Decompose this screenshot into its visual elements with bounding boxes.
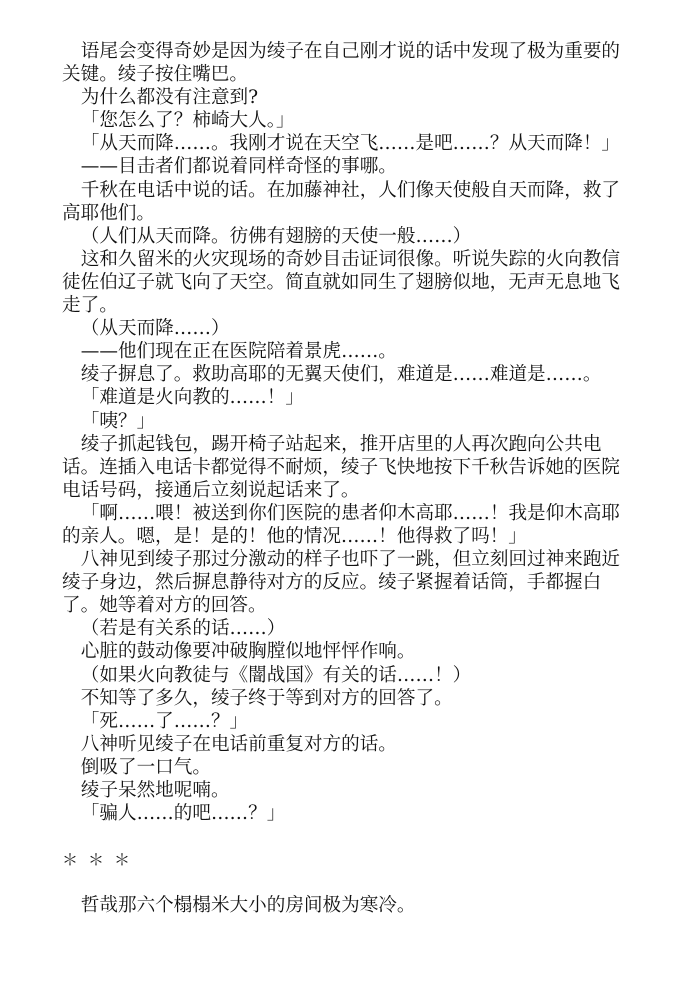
document-page (62, 40, 626, 917)
paragraph: 「骗人……的吧……？」 (80, 803, 286, 825)
paragraph: 心脏的鼓动像要冲破胸膛似地怦怦作响。 (80, 641, 416, 663)
paragraph: 绫子呆然地呢喃。 (80, 780, 230, 801)
paragraph: 绫子抓起钱包，踢开椅子站起来，推开店里的人再次跑向公共电话。连插入电话卡都觉得不耐烦，绫子飞快地按下千秋告诉她的医院电话号码，接通后立刻说起话来了。 (62, 433, 620, 501)
paragraph: 千秋在电话中说的话。在加藤神社，人们像天使般自天而降，救了高耶他们。 (62, 179, 621, 224)
paragraph: 「您怎么了？柿崎大人。」 (80, 110, 295, 132)
paragraph: 为什么都没有注意到? (80, 87, 259, 109)
paragraph: 「啊……喂！被送到你们医院的患者仰木高耶……！我是仰木高耶的亲人。嗯，是！是的！他的情况……！他得救了吗！」 (62, 502, 621, 547)
paragraph: ——他们现在正在医院陪着景虎……。 (80, 341, 397, 363)
section-break: ＊＊＊ (62, 850, 141, 870)
paragraph: 「死……了……？」 (80, 710, 249, 732)
paragraph: 倒吸了一口气。 (80, 756, 211, 778)
paragraph: （人们从天而降。彷佛有翅膀的天使一般……） (80, 225, 472, 247)
paragraph: 语尾会变得奇妙是因为绫子在自己刚才说的话中发现了极为重要的关键。绫子按住嘴巴。 (62, 41, 621, 86)
paragraph: 八神见到绫子那过分激动的样子也吓了一跳，但立刻回过神来跑近绫子身边，然后摒息静待对方的反应。绫子紧握着话筒，手都握白了。她等着对方的回答。 (62, 549, 621, 617)
paragraph: 这和久留米的火灾现场的奇妙目击证词很像。听说失踪的火向教信徒佐伯辽子就飞向了天空。简直就如同生了翅膀似地，无声无息地飞走了。 (62, 248, 621, 317)
paragraph: 不知等了多久，绫子终于等到对方的回答了。 (80, 687, 453, 709)
paragraph: （如果火向教徒与《闇战国》有关的话……！） (80, 664, 472, 686)
paragraph: 八神听见绫子在电话前重复对方的话。 (80, 733, 397, 755)
paragraph: 「从天而降……。我刚才说在天空飞……是吧……？从天而降！」 (80, 133, 621, 155)
paragraph: （若是有关系的话……） (80, 618, 286, 640)
paragraph: ——目击者们都说着同样奇怪的事哪。 (80, 156, 397, 178)
paragraph: 哲哉那六个榻榻米大小的房间极为寒冷。 (80, 895, 416, 917)
paragraph: （从天而降……） (80, 318, 230, 340)
paragraph: 「咦？」 (80, 410, 156, 432)
paragraph: 「难道是火向教的……！」 (80, 387, 304, 409)
paragraph: 绫子摒息了。救助高耶的无翼天使们，难道是……难道是……。 (80, 364, 602, 386)
